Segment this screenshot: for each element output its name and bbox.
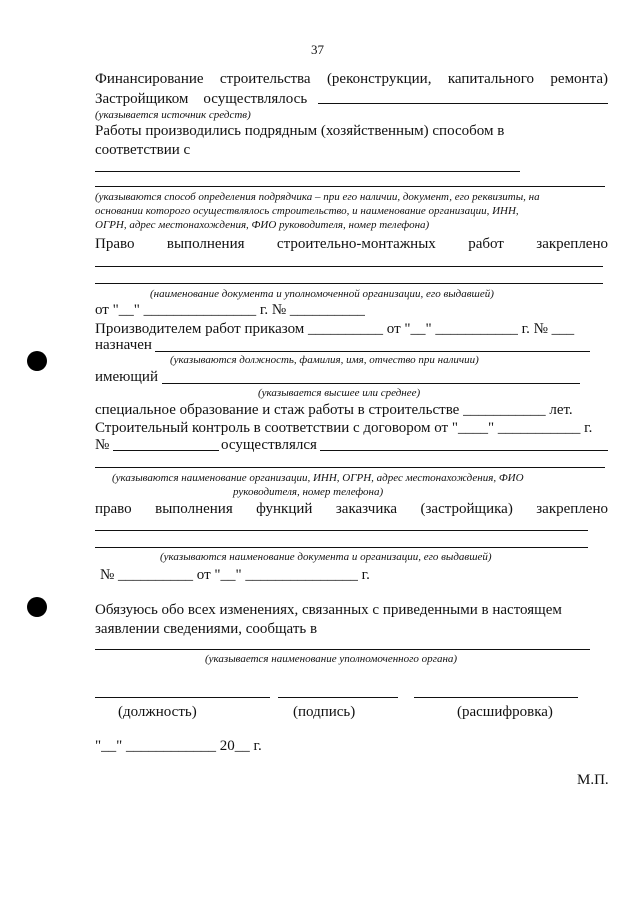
construction-rights-field-1[interactable] xyxy=(95,266,603,267)
financing-developer-label: Застройщиком осуществлялось xyxy=(95,91,308,107)
signature-caption: (подпись) xyxy=(293,704,356,720)
construction-rights-date[interactable]: от "__" _______________ г. № __________ xyxy=(95,302,365,318)
word: закреплено xyxy=(536,501,608,517)
contract-field-1[interactable] xyxy=(95,171,520,172)
having-label: имеющий xyxy=(95,369,158,385)
construction-rights-field-2[interactable] xyxy=(95,283,603,284)
word: функций xyxy=(256,501,313,517)
contract-method-line-1: Работы производились подрядным (хозяйственным) способом в xyxy=(95,123,505,139)
funding-source-field[interactable] xyxy=(318,103,608,104)
position-field[interactable] xyxy=(95,697,270,698)
hint-customer-rights: (указываются наименование документа и организации, его выдавшей) xyxy=(160,551,492,563)
contract-method-line-2: соответствии с xyxy=(95,142,191,158)
customer-rights-field-2[interactable] xyxy=(95,547,588,548)
word: закреплено xyxy=(536,236,608,252)
control-org-field-1[interactable] xyxy=(320,450,608,451)
word: (застройщика) xyxy=(420,501,513,517)
signature-field[interactable] xyxy=(278,697,398,698)
decoding-caption: (расшифровка) xyxy=(457,704,553,720)
decoding-field[interactable] xyxy=(414,697,578,698)
hint-appointed: (указываются должность, фамилия, имя, отчество при наличии) xyxy=(170,354,479,366)
word: Финансирование xyxy=(95,71,204,87)
word: Право xyxy=(95,236,135,252)
hint-authority: (указывается наименование уполномоченного органа) xyxy=(205,653,458,665)
hint-contract-3: ОГРН, адрес местонахождения, ФИО руководителя, номер телефона) xyxy=(95,219,430,231)
education-field[interactable] xyxy=(162,383,580,384)
signature-date[interactable]: "__" ____________ 20__ г. xyxy=(95,738,262,754)
word: право xyxy=(95,501,132,517)
word: строительно-монтажных xyxy=(276,236,436,252)
punch-hole-mark xyxy=(27,351,47,371)
producer-order-line[interactable]: Производителем работ приказом __________ от "__" ___________ г. № ___ xyxy=(95,321,575,337)
word: (реконструкции, xyxy=(326,71,432,87)
customer-rights-line xyxy=(95,500,608,518)
control-number-prefix: № xyxy=(95,437,110,453)
control-performed-label: осуществлялся xyxy=(221,437,317,453)
appointed-label: назначен xyxy=(95,337,152,353)
word: работ xyxy=(468,236,504,252)
word: заказчика xyxy=(335,501,398,517)
word: строительства xyxy=(219,71,311,87)
word: выполнения xyxy=(155,501,233,517)
hint-control-1: (указываются наименование организации, ИНН, ОГРН, адрес местонахождения, ФИО xyxy=(112,472,524,484)
hint-construction-rights: (наименование документа и уполномоченной организации, его выдавшей) xyxy=(150,288,494,300)
obligation-line-2: заявлении сведениями, сообщать в xyxy=(95,621,318,637)
construction-rights-line xyxy=(95,235,608,253)
appointed-field[interactable] xyxy=(155,351,590,352)
word: ремонта) xyxy=(550,71,608,87)
experience-line[interactable]: специальное образование и стаж работы в строительстве ___________ лет. xyxy=(95,402,573,418)
contract-field-2[interactable] xyxy=(95,186,605,187)
obligation-line-1: Обязуюсь обо всех изменениях, связанных с приведенными в настоящем xyxy=(95,602,562,618)
punch-hole-mark xyxy=(27,597,47,617)
hint-funding-source: (указывается источник средств) xyxy=(95,109,251,121)
page-number: 37 xyxy=(311,42,324,57)
position-caption: (должность) xyxy=(118,704,197,720)
word: выполнения xyxy=(166,236,245,252)
customer-rights-field-1[interactable] xyxy=(95,530,588,531)
hint-education: (указывается высшее или среднее) xyxy=(258,387,421,399)
seal-place: М.П. xyxy=(577,772,609,788)
hint-contract-2: основании которого осуществлялось строительство, и наименование организации, ИНН, xyxy=(95,205,519,217)
authority-field[interactable] xyxy=(95,649,590,650)
control-line-1[interactable]: Строительный контроль в соответствии с договором от "____" ___________ г. xyxy=(95,420,593,436)
hint-contract-1: (указываются способ определения подрядчика – при его наличии, документ, его реквизиты, на xyxy=(95,191,540,203)
control-number-field[interactable] xyxy=(113,450,219,451)
hint-control-2: руководителя, номер телефона) xyxy=(233,486,384,498)
control-org-field-2[interactable] xyxy=(95,467,605,468)
financing-line-1 xyxy=(95,70,608,88)
word: капитального xyxy=(447,71,535,87)
customer-rights-number-line[interactable]: № __________ от "__" _______________ г. xyxy=(100,567,370,583)
